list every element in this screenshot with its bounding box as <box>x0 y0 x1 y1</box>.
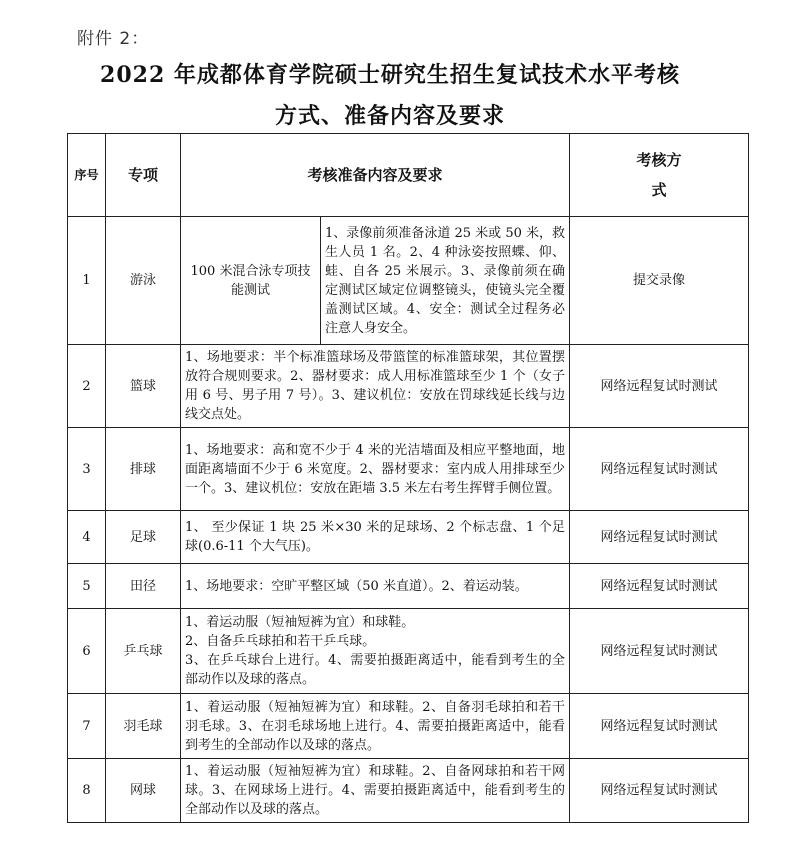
column-header-method <box>570 134 749 217</box>
row-method: 网络远程复试时测试 <box>570 694 749 759</box>
column-header-method-part2: 式 <box>651 181 667 199</box>
row-requirements: 1、录像前须准备泳道 25 米或 50 米，救生人员 1 名。2、4 种泳姿按照蝶、仰、蛙、自各 25 米展示。3、录像前须在确定测试区域定位调整镜头，使镜头完全覆盖测试区域。4、安全：测试全过程务必注意人身安全。 <box>321 217 570 345</box>
row-requirements: 1、着运动服（短袖短裤为宜）和球鞋。2、自备羽毛球拍和若干羽毛球。3、在羽毛球场地上进行。4、需要拍摄距离适中，能看到考生的全部动作以及球的落点。 <box>181 694 570 759</box>
row-requirements: 1、 至少保证 1 块 25 米×30 米的足球场、2 个标志盘、1 个足球(0.6-11 个大气压)。 <box>181 511 570 564</box>
row-sport: 足球 <box>106 511 181 564</box>
row-requirements: 1、着运动服（短袖短裤为宜）和球鞋。2、自备网球拍和若干网球。3、在网球场上进行。4、需要拍摄距离适中，能看到考生的全部动作以及球的落点。 <box>181 759 570 823</box>
table-row <box>68 345 749 428</box>
row-no: 2 <box>68 345 106 428</box>
row-no: 3 <box>68 428 106 511</box>
row-method: 网络远程复试时测试 <box>570 609 749 694</box>
page-title: 2022 年成都体育学院硕士研究生招生复试技术水平考核 <box>100 62 680 88</box>
row-sport: 羽毛球 <box>106 694 181 759</box>
row-method: 提交录像 <box>570 217 749 345</box>
requirements-table <box>67 133 749 823</box>
row-no: 4 <box>68 511 106 564</box>
row-no: 5 <box>68 564 106 609</box>
row-method: 网络远程复试时测试 <box>570 511 749 564</box>
row-method: 网络远程复试时测试 <box>570 428 749 511</box>
column-header-method-part1: 考核方 <box>636 151 682 169</box>
requirement-line: 1、着运动服（短袖短裤为宜）和球鞋。 <box>185 615 415 630</box>
row-sport: 乒乓球 <box>106 609 181 694</box>
row-sport: 排球 <box>106 428 181 511</box>
row-requirements <box>181 609 570 694</box>
requirement-line: 2、自备乒乓球拍和若干乒乓球。 <box>185 634 376 649</box>
row-sport: 篮球 <box>106 345 181 428</box>
column-header-sport: 专项 <box>106 134 181 217</box>
row-method: 网络远程复试时测试 <box>570 759 749 823</box>
table-row <box>68 217 749 345</box>
table-row <box>68 428 749 511</box>
requirement-line: 3、在乒乓球台上进行。4、需要拍摄距离适中，能看到考生的全部动作以及球的落点。 <box>185 653 566 687</box>
table-row <box>68 759 749 823</box>
table-row <box>68 694 749 759</box>
table-row <box>68 564 749 609</box>
column-header-content: 考核准备内容及要求 <box>181 134 570 217</box>
row-requirements: 1、场地要求：半个标准篮球场及带篮筐的标准篮球架，其位置摆放符合规则要求。2、器材要求：成人用标准篮球至少 1 个（女子用 6 号、男子用 7 号）。3、建议机位：安放在罚球线延长线与边线交点处。 <box>181 345 570 428</box>
row-sport: 游泳 <box>106 217 181 345</box>
table-header-row <box>68 134 749 217</box>
row-no: 1 <box>68 217 106 345</box>
row-method: 网络远程复试时测试 <box>570 564 749 609</box>
table-row <box>68 609 749 694</box>
column-header-no: 序号 <box>68 134 106 217</box>
row-no: 6 <box>68 609 106 694</box>
row-no: 7 <box>68 694 106 759</box>
attachment-label: 附件 2： <box>77 29 150 49</box>
row-item: 100 米混合泳专项技能测试 <box>181 217 321 345</box>
row-sport: 网球 <box>106 759 181 823</box>
row-no: 8 <box>68 759 106 823</box>
page-subtitle: 方式、准备内容及要求 <box>274 103 505 129</box>
row-sport: 田径 <box>106 564 181 609</box>
table-row <box>68 511 749 564</box>
row-requirements: 1、场地要求：空旷平整区域（50 米直道）。2、着运动装。 <box>181 564 570 609</box>
row-method: 网络远程复试时测试 <box>570 345 749 428</box>
row-requirements: 1、场地要求：高和宽不少于 4 米的光洁墙面及相应平整地面，地面距离墙面不少于 6 米宽度。2、器材要求：室内成人用排球至少一个。3、建议机位：安放在距墙 3.5 米左右考生挥臂手侧位置。 <box>181 428 570 511</box>
